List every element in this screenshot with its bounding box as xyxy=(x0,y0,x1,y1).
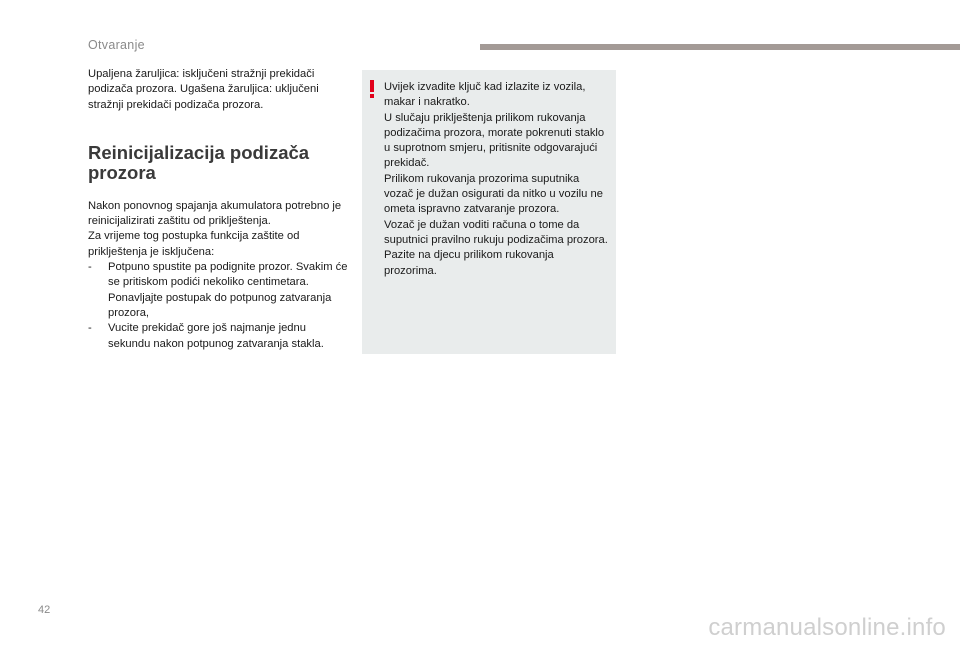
body-paragraph-1: Nakon ponovnog spajanja akumulatora potrebno je reinicijalizirati zaštitu od priklještenja. xyxy=(88,199,342,228)
intro-paragraph: Upaljena žaruljica: isključeni stražnji prekidači podizača prozora. Ugašena žaruljica: uključeni stražnji prekidači podizača prozora. xyxy=(88,68,319,111)
heading-line-2: prozora xyxy=(88,161,156,183)
section-header: Otvaranje xyxy=(88,38,145,52)
heading-line-1: Reinicijalizacija podizača xyxy=(88,141,310,163)
warning-line: Vozač je dužan voditi računa o tome da suputnici pravilno rukuju podizačima prozora. xyxy=(384,218,608,246)
warning-line: Pazite na djecu prilikom rukovanja prozorima. xyxy=(384,249,554,277)
header-bar xyxy=(480,44,960,50)
list-dash: - xyxy=(88,261,92,274)
list-item xyxy=(88,321,350,352)
watermark: carmanualsonline.info xyxy=(708,614,946,641)
exclamation-icon xyxy=(369,80,375,98)
list-item xyxy=(88,260,350,321)
warning-line: U slučaju priklještenja prilikom rukovanja podizačima prozora, morate pokrenuti staklo u suprotnom smjeru, pritisnite odgovarajući prekidač. xyxy=(384,111,605,170)
warning-text xyxy=(384,80,609,279)
list-item-text: Vucite prekidač gore još najmanje jednu sekundu nakon potpunog zatvaranja stakla. xyxy=(108,322,324,350)
list-item-text: Potpuno spustite pa podignite prozor. Svakim će se pritiskom podići nekoliko centimetara. Ponavljajte postupak do potpunog zatvaranja prozora, xyxy=(108,261,348,319)
step-list xyxy=(88,260,350,352)
body-paragraph-2: Za vrijeme tog postupka funkcija zaštite od priklještenja je isključena: xyxy=(88,230,300,258)
section-heading xyxy=(88,143,350,183)
warning-box xyxy=(362,70,616,354)
left-column xyxy=(88,67,350,352)
list-dash: - xyxy=(88,322,92,335)
warning-line: Uvijek izvadite ključ kad izlazite iz vozila, makar i nakratko. xyxy=(384,81,586,109)
page-number: 42 xyxy=(38,604,51,616)
warning-line: Prilikom rukovanja prozorima suputnika vozač je dužan osigurati da nitko u vozilu ne ometa ispravno zatvaranje prozora. xyxy=(384,172,603,216)
